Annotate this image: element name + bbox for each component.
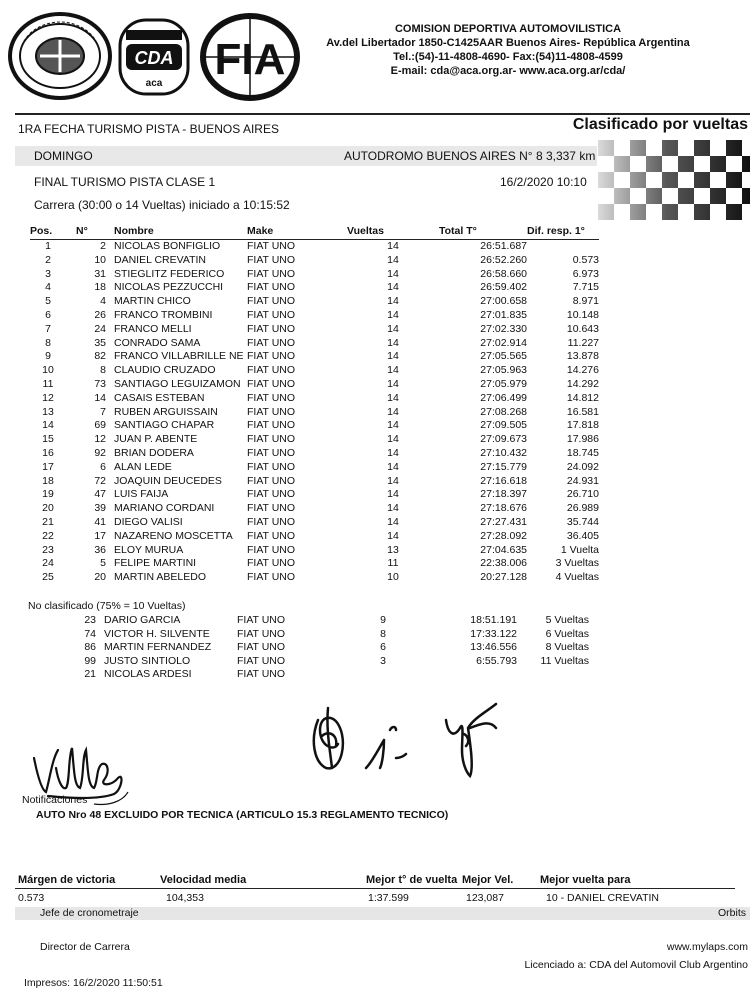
cell-pos: 7 [45, 322, 51, 335]
cell-diff: 8.971 [572, 295, 599, 308]
cell-total: 27:06.499 [480, 391, 527, 404]
cell-total: 27:18.676 [480, 502, 527, 515]
cell-make: FIAT UNO [247, 295, 296, 308]
cell-make: FIAT UNO [247, 446, 296, 459]
cda-logo [116, 14, 192, 100]
handwritten-signature-2 [362, 722, 410, 772]
table-row [30, 350, 599, 364]
cell-total: 27:04.635 [480, 543, 527, 556]
cell-total: 27:15.779 [480, 460, 527, 473]
cell-name: JOAQUIN DEUCEDES [114, 474, 222, 487]
cell-num: 26 [94, 308, 106, 321]
event-datetime: 16/2/2020 10:10 [500, 175, 587, 189]
cell-total: 27:08.268 [480, 405, 527, 418]
cell-diff: 0.573 [572, 253, 599, 266]
table-row [30, 419, 599, 433]
cell-pos: 2 [45, 253, 51, 266]
cell-name: SANTIAGO LEGUIZAMON [114, 377, 241, 390]
cell-total: 27:05.565 [480, 350, 527, 363]
cell-laps: 14 [387, 419, 399, 432]
table-row [30, 364, 599, 378]
notifications-label: Notificaciones [22, 794, 88, 806]
cell-diff: 24.931 [566, 474, 599, 487]
col-laps: Vueltas [347, 225, 439, 240]
cell-total: 27:02.914 [480, 336, 527, 349]
cell-num: 8 [100, 364, 106, 377]
cell-total: 26:59.402 [480, 281, 527, 294]
handwritten-signature-3 [440, 698, 502, 780]
cell-diff: 17.818 [566, 419, 599, 432]
table-row [30, 571, 599, 585]
cell-total: 27:18.397 [480, 488, 527, 501]
cell-num: 82 [94, 350, 106, 363]
cell-make: FIAT UNO [247, 240, 296, 252]
cell-num: 31 [94, 267, 106, 280]
cell-laps: 14 [387, 267, 399, 280]
cell-laps: 11 [387, 557, 399, 570]
table-row [30, 392, 599, 406]
cell-laps: 14 [387, 460, 399, 473]
table-row [30, 378, 599, 392]
col-diff: Dif. resp. 1° [527, 225, 599, 240]
cell-make: FIAT UNO [247, 571, 296, 584]
cell-num: 21 [84, 668, 96, 681]
cell-make: FIAT UNO [247, 377, 296, 390]
cell-make: FIAT UNO [247, 364, 296, 377]
cell-name: NICOLAS BONFIGLIO [114, 240, 221, 252]
svg-text:CDA: CDA [134, 48, 174, 68]
cell-laps: 14 [387, 377, 399, 390]
not-classified-row [30, 641, 589, 655]
cell-make: FIAT UNO [247, 488, 296, 501]
event-title: 1RA FECHA TURISMO PISTA - BUENOS AIRES [18, 122, 279, 136]
cell-name: CASAIS ESTEBAN [114, 391, 205, 404]
handwritten-signature-1 [308, 690, 358, 772]
cell-laps: 14 [387, 350, 399, 363]
cell-name: MARTIN FERNANDEZ [104, 641, 212, 654]
cell-pos-empty [30, 668, 66, 682]
cell-make: FIAT UNO [247, 350, 296, 363]
not-classified-row [30, 614, 589, 628]
event-session: FINAL TURISMO PISTA CLASE 1 [34, 175, 216, 189]
table-row [30, 295, 599, 309]
cell-name: JUAN P. ABENTE [114, 433, 198, 446]
cell-name: LUIS FAIJA [114, 488, 169, 501]
cell-name: RUBEN ARGUISSAIN [114, 405, 218, 418]
cell-name: FELIPE MARTINI [114, 557, 197, 570]
cell-make: FIAT UNO [237, 668, 286, 681]
best-speed-label: Mejor Vel. [462, 874, 514, 886]
org-header [318, 22, 698, 78]
cell-pos: 8 [45, 336, 51, 349]
cell-num: 99 [84, 654, 96, 667]
cell-pos: 9 [45, 350, 51, 363]
cell-name: DANIEL CREVATIN [114, 253, 206, 266]
org-name: COMISION DEPORTIVA AUTOMOVILISTICA [394, 23, 622, 35]
cell-pos: 16 [42, 446, 54, 459]
table-header-row [30, 225, 599, 240]
results-table [30, 225, 599, 585]
cell-total: 22:38.006 [480, 557, 527, 570]
cell-total: 27:09.505 [480, 419, 527, 432]
cell-total: 27:05.963 [480, 364, 527, 377]
table-row [30, 447, 599, 461]
cell-num: 73 [94, 377, 106, 390]
cell-make: FIAT UNO [247, 308, 296, 321]
not-classified-label: No clasificado (75% = 10 Vueltas) [28, 600, 186, 612]
cell-diff: 3 Vueltas [555, 557, 599, 570]
cell-pos: 13 [42, 405, 54, 418]
cell-total: 27:01.835 [480, 308, 527, 321]
cell-diff: 36.405 [566, 529, 599, 542]
cell-pos: 20 [42, 502, 54, 515]
aca-seal-logo [6, 10, 114, 102]
cell-diff: 26.710 [566, 488, 599, 501]
timing-chief-label: Jefe de cronometraje [40, 907, 139, 919]
cell-diff: 13.878 [566, 350, 599, 363]
exclusion-note: AUTO Nro 48 EXCLUIDO POR TECNICA (ARTICULO 15.3 REGLAMENTO TECNICO) [36, 809, 449, 821]
cell-diff [527, 240, 599, 254]
cell-laps: 14 [387, 446, 399, 459]
event-day: DOMINGO [34, 149, 93, 163]
cell-name: CLAUDIO CRUZADO [114, 364, 216, 377]
cell-total: 17:33.122 [470, 627, 517, 640]
cell-diff: 1 Vuelta [560, 543, 599, 556]
best-lap-value: 1:37.599 [368, 892, 409, 904]
cell-pos: 4 [45, 281, 51, 294]
table-row [30, 268, 599, 282]
cell-diff [517, 668, 589, 682]
not-classified-row [30, 668, 589, 682]
table-row [30, 475, 599, 489]
cell-laps: 14 [387, 515, 399, 528]
cell-pos: 24 [42, 557, 54, 570]
cell-name: MARTIN CHICO [114, 295, 191, 308]
cell-make: FIAT UNO [247, 515, 296, 528]
cell-pos: 1 [45, 240, 51, 252]
cell-name: VICTOR H. SILVENTE [104, 627, 210, 640]
race-director-label: Director de Carrera [40, 941, 130, 953]
cell-diff: 24.092 [566, 460, 599, 473]
cell-num: 23 [84, 614, 96, 626]
cell-total: 27:05.979 [480, 377, 527, 390]
cell-total: 27:28.092 [480, 529, 527, 542]
cell-num: 6 [100, 460, 106, 473]
cell-pos: 11 [42, 377, 54, 390]
col-num: N° [66, 225, 114, 240]
not-classified-table [30, 614, 589, 682]
cell-make: FIAT UNO [237, 614, 286, 626]
cell-total: 18:51.191 [470, 614, 517, 626]
cell-laps: 14 [387, 488, 399, 501]
cell-diff: 5 Vueltas [545, 614, 589, 626]
cell-name: NAZARENO MOSCETTA [114, 529, 233, 542]
cell-diff: 16.581 [566, 405, 599, 418]
col-pos: Pos. [30, 225, 66, 240]
cell-num: 18 [94, 281, 106, 294]
table-row [30, 488, 599, 502]
cell-num: 4 [100, 295, 106, 308]
orbits-label: Orbits [717, 907, 746, 919]
cell-diff: 4 Vueltas [555, 571, 599, 584]
document-type: Clasificado por vueltas [572, 116, 748, 133]
cell-total: 20:27.128 [480, 571, 527, 584]
cell-pos: 5 [45, 295, 51, 308]
cell-total: 27:02.330 [480, 322, 527, 335]
svg-text:FIA: FIA [214, 35, 286, 84]
cell-diff: 8 Vueltas [545, 641, 589, 654]
cell-laps: 14 [387, 502, 399, 515]
cell-name: ELOY MURUA [114, 543, 184, 556]
cell-laps: 6 [380, 641, 386, 654]
cell-name: DIEGO VALISI [114, 515, 183, 528]
cell-diff: 7.715 [572, 281, 599, 294]
table-row [30, 240, 599, 254]
cell-name: ALAN LEDE [114, 460, 172, 473]
cell-laps: 9 [380, 614, 386, 626]
table-row [30, 530, 599, 544]
cell-num: 86 [84, 641, 96, 654]
cell-pos: 19 [42, 488, 54, 501]
not-classified-row [30, 655, 589, 669]
table-row [30, 502, 599, 516]
cell-laps: 14 [387, 336, 399, 349]
cell-pos: 3 [45, 267, 51, 280]
cell-laps: 13 [387, 543, 399, 556]
cell-pos-empty [30, 655, 66, 669]
cell-laps: 14 [387, 405, 399, 418]
event-venue: AUTODROMO BUENOS AIRES N° 8 3,337 km [344, 149, 596, 163]
cell-num: 2 [100, 240, 106, 252]
cell-laps: 14 [387, 322, 399, 335]
cell-pos-empty [30, 641, 66, 655]
cell-pos: 12 [42, 391, 54, 404]
cell-make: FIAT UNO [247, 474, 296, 487]
cell-laps: 14 [387, 253, 399, 266]
cell-pos: 14 [42, 419, 54, 432]
cell-total: 27:10.432 [480, 446, 527, 459]
cell-laps: 3 [380, 654, 386, 667]
cell-pos: 10 [42, 364, 54, 377]
cell-name: FRANCO TROMBINI [114, 308, 213, 321]
cell-laps: 14 [387, 529, 399, 542]
table-row [30, 461, 599, 475]
cell-num: 10 [94, 253, 106, 266]
cell-diff: 14.812 [566, 391, 599, 404]
best-lap-for-value: 10 - DANIEL CREVATIN [546, 892, 659, 904]
cell-pos: 22 [42, 529, 54, 542]
cell-name: MARIANO CORDANI [114, 502, 215, 515]
cell-pos: 15 [42, 433, 54, 446]
cell-name: NICOLAS PEZZUCCHI [114, 281, 224, 294]
cell-name: FRANCO MELLI [114, 322, 192, 335]
cell-name: NICOLAS ARDESI [104, 668, 192, 681]
cell-make: FIAT UNO [237, 641, 286, 654]
table-row [30, 433, 599, 447]
table-row [30, 337, 599, 351]
cell-make: FIAT UNO [247, 253, 296, 266]
cell-num: 41 [94, 515, 106, 528]
cell-make: FIAT UNO [247, 529, 296, 542]
cell-name: DARIO GARCIA [104, 614, 181, 626]
cell-make: FIAT UNO [247, 322, 296, 335]
cell-name: SANTIAGO CHAPAR [114, 419, 215, 432]
cell-pos-empty [30, 614, 66, 628]
svg-text:aca: aca [145, 78, 163, 89]
avg-speed-value: 104,353 [166, 892, 204, 904]
cell-make: FIAT UNO [247, 419, 296, 432]
cell-laps: 8 [380, 627, 386, 640]
cell-num: 39 [94, 502, 106, 515]
cell-make: FIAT UNO [237, 627, 286, 640]
cell-diff: 10.148 [566, 308, 599, 321]
cell-total: 13:46.556 [470, 641, 517, 654]
col-name: Nombre [114, 225, 247, 240]
cell-total: 27:27.431 [480, 515, 527, 528]
cell-diff: 18.745 [566, 446, 599, 459]
cell-num: 7 [100, 405, 106, 418]
margin-label: Márgen de victoria [18, 874, 116, 886]
table-row [30, 557, 599, 571]
cell-diff: 17.986 [566, 433, 599, 446]
best-lap-for-label: Mejor vuelta para [540, 874, 631, 886]
cell-diff: 10.643 [566, 322, 599, 335]
cell-diff: 6 Vueltas [545, 627, 589, 640]
header-divider [15, 113, 750, 115]
cell-pos-empty [30, 628, 66, 642]
cell-laps: 14 [387, 308, 399, 321]
cell-name: CONRADO SAMA [114, 336, 201, 349]
cell-laps: 14 [387, 364, 399, 377]
cell-laps: 10 [387, 571, 399, 584]
cell-name: JUSTO SINTIOLO [104, 654, 191, 667]
table-row [30, 281, 599, 295]
table-row [30, 544, 599, 558]
cell-laps: 14 [387, 391, 399, 404]
printed-timestamp: Impresos: 16/2/2020 11:50:51 [24, 977, 163, 989]
table-row [30, 406, 599, 420]
table-row [30, 309, 599, 323]
cell-diff: 11.227 [567, 336, 599, 349]
best-lap-label: Mejor t° de vuelta [366, 874, 458, 886]
cell-laps [337, 668, 429, 682]
cell-diff: 11 Vueltas [540, 654, 589, 667]
cell-laps: 14 [387, 295, 399, 308]
org-email: E-mail: cda@aca.org.ar- www.aca.org.ar/cda/ [390, 65, 626, 77]
cell-make: FIAT UNO [237, 654, 286, 667]
cell-total: 27:09.673 [480, 433, 527, 446]
best-speed-value: 123,087 [466, 892, 504, 904]
cell-make: FIAT UNO [247, 391, 296, 404]
cell-total: 27:16.618 [480, 474, 527, 487]
cell-name: FRANCO VILLABRILLE NE [114, 350, 244, 363]
license-label: Licenciado a: CDA del Automovil Club Argentino [524, 959, 748, 971]
cell-num: 36 [94, 543, 106, 556]
cell-name: BRIAN DODERA [114, 446, 194, 459]
cell-num: 5 [100, 557, 106, 570]
cell-total [429, 668, 517, 682]
cell-num: 69 [94, 419, 106, 432]
cell-name: STIEGLITZ FEDERICO [114, 267, 225, 280]
cell-laps: 14 [387, 433, 399, 446]
cell-laps: 14 [387, 474, 399, 487]
cell-pos: 25 [42, 571, 54, 584]
cell-num: 72 [94, 474, 106, 487]
cell-total: 26:52.260 [480, 253, 527, 266]
cell-pos: 17 [42, 460, 54, 473]
cell-make: FIAT UNO [247, 267, 296, 280]
cell-num: 17 [94, 529, 106, 542]
cell-num: 74 [84, 627, 96, 640]
cell-total: 6:55.793 [476, 654, 517, 667]
cell-num: 92 [94, 446, 106, 459]
cell-total: 27:00.658 [480, 295, 527, 308]
race-info: Carrera (30:00 o 14 Vueltas) iniciado a 10:15:52 [34, 198, 290, 212]
org-phone: Tel.:(54)-11-4808-4690- Fax:(54)11-4808-4599 [393, 51, 623, 63]
table-row [30, 323, 599, 337]
cell-make: FIAT UNO [247, 543, 296, 556]
cell-make: FIAT UNO [247, 433, 296, 446]
cell-pos: 21 [42, 515, 54, 528]
table-row [30, 254, 599, 268]
table-row [30, 516, 599, 530]
notifications-underline [92, 790, 132, 808]
cell-make: FIAT UNO [247, 502, 296, 515]
cell-num: 35 [94, 336, 106, 349]
cell-diff: 14.292 [566, 377, 599, 390]
cell-make: FIAT UNO [247, 336, 296, 349]
cell-diff: 35.744 [566, 515, 599, 528]
cell-num: 14 [94, 391, 106, 404]
cell-make: FIAT UNO [247, 281, 296, 294]
cell-diff: 14.276 [566, 364, 599, 377]
website-label: www.mylaps.com [666, 941, 748, 953]
cell-laps: 14 [387, 281, 399, 294]
org-address: Av.del Libertador 1850-C1425AAR Buenos Aires- República Argentina [326, 37, 690, 49]
col-total: Total T° [439, 225, 527, 240]
margin-value: 0.573 [18, 892, 45, 904]
cell-make: FIAT UNO [247, 557, 296, 570]
cell-diff: 26.989 [566, 502, 599, 515]
cell-num: 12 [94, 433, 106, 446]
fia-logo [198, 12, 302, 102]
avg-speed-label: Velocidad media [160, 874, 247, 886]
cell-make: FIAT UNO [247, 460, 296, 473]
cell-num: 20 [94, 571, 106, 584]
cell-make: FIAT UNO [247, 405, 296, 418]
cell-pos: 23 [42, 543, 54, 556]
cell-pos: 18 [42, 474, 54, 487]
cell-num: 24 [94, 322, 106, 335]
cell-pos: 6 [45, 308, 51, 321]
col-make: Make [247, 225, 347, 240]
cell-diff: 6.973 [572, 267, 599, 280]
not-classified-row [30, 628, 589, 642]
cell-total: 26:58.660 [480, 267, 527, 280]
cell-name: MARTIN ABELEDO [114, 571, 206, 584]
checkered-flag-icon [598, 140, 750, 220]
footer-divider [15, 888, 735, 889]
cell-total: 26:51.687 [480, 240, 527, 252]
cell-num: 47 [94, 488, 106, 501]
cell-laps: 14 [387, 240, 399, 252]
